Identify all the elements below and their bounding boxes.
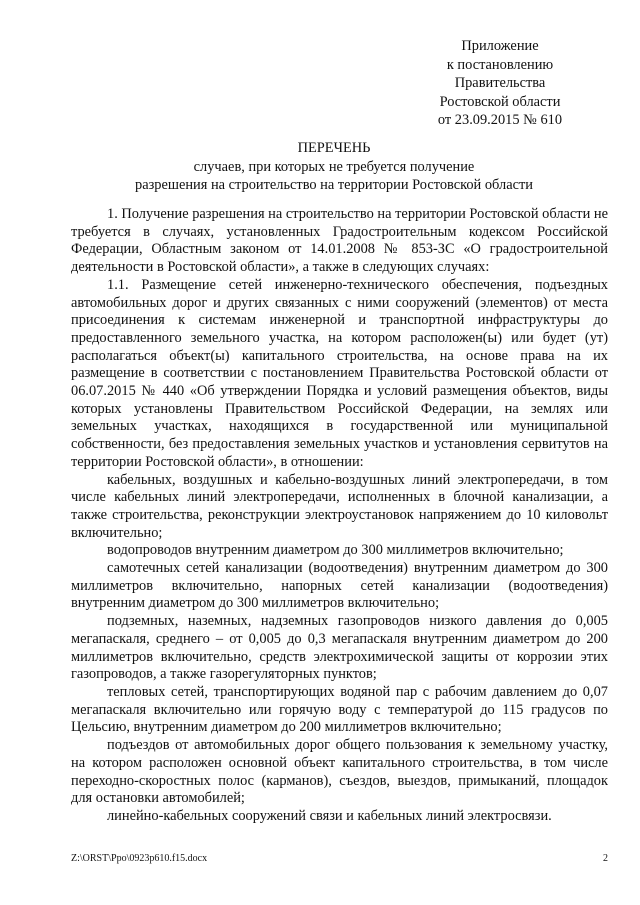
paragraph: водопроводов внутренним диаметром до 300 миллиметров включительно; (107, 542, 564, 559)
paragraph: линейно-кабельных сооружений связи и кабельных линий электросвязи. (107, 807, 552, 824)
appendix-line-4: Ростовской области (439, 93, 561, 110)
appendix-line-5: от 23.09.2015 № 610 (437, 112, 563, 129)
appendix-line-3: Правительства (454, 75, 546, 92)
page-number: 2 (603, 853, 608, 864)
footer-file-path: Z:\ORST\Ppo\0923p610.f15.docx (71, 853, 208, 864)
paragraph: 1.1. Размещение сетей инженерно-технического обеспечения, подъездных автомобильных дорог и других связанных с ними сооружений (элементов) от места присоединения к системам инженерной и транспортной инфраструктуры до предоставленного земельного участка, на котором расположен(ы) или будет (ут) располагаться объект(ы) капитального строительства, на основе права на их размещение в соответствии с постановлением Правительства Ростовской области от 06.07.2015 № 440 «Об утверждении Порядка и условий размещения объектов, виды которых установлены Правительством Российской Федерации, на землях или земельных участках, находящихся в государственной или муниципальной собственности, без предоставления земельных участков и установления сервитутов на территории Ростовской области», в отношении: (71, 276, 608, 470)
paragraph: 1. Получение разрешения на строительство на территории Ростовской области не требуется в случаях, установленных Градостроительным кодексом Российской Федерации, Областным законом от 14.01.2008 № 853-ЗС «О градостроительной деятельности в Ростовской области», а также в следующих случаях: (71, 206, 608, 276)
paragraph: подземных, наземных, надземных газопроводов низкого давления до 0,005 мегапаскаля, среднего – от 0,005 до 0,3 мегапаскаля внутренним диаметром до 200 миллиметров включительно, средств электрохимической защиты от коррозии этих газопроводов, а также газорегуляторных пунктов; (71, 613, 608, 683)
paragraph: самотечных сетей канализации (водоотведения) внутренним диаметром до 300 миллиметров включительно, напорных сетей канализации (водоотведения) внутренним диаметром до 300 миллиметров включительно; (71, 560, 608, 612)
paragraph: тепловых сетей, транспортирующих водяной пар с рабочим давлением до 0,07 мегапаскаля включительно или горячую воду с температурой до 115 градусов по Цельсию, внутренним диаметром до 200 миллиметров включительно; (71, 683, 608, 736)
title-heading: ПЕРЕЧЕНЬ (297, 140, 371, 156)
document-title (60, 139, 608, 195)
appendix-line-2: к постановлению (446, 56, 554, 73)
document-body (71, 206, 608, 826)
title-subtitle-line-2: разрешения на строительство на территории Ростовской области (135, 177, 533, 194)
paragraph: подъездов от автомобильных дорог общего пользования к земельному участку, на котором расположен основной объект капитального строительства, в том числе переходно-скоростных полос (карманов), съездов, выездов, примыканий, площадок для остановки автомобилей; (71, 737, 608, 807)
appendix-block (400, 37, 600, 130)
paragraph: кабельных, воздушных и кабельно-воздушных линий электропередачи, в том числе кабельных линий электропередачи, исполненных в блочной канализации, а также строительства, реконструкции электроустановок напряжением до 10 киловольт включительно; (71, 471, 608, 541)
appendix-line-1: Приложение (461, 38, 539, 54)
title-subtitle-line-1: случаев, при которых не требуется получение (193, 158, 475, 175)
